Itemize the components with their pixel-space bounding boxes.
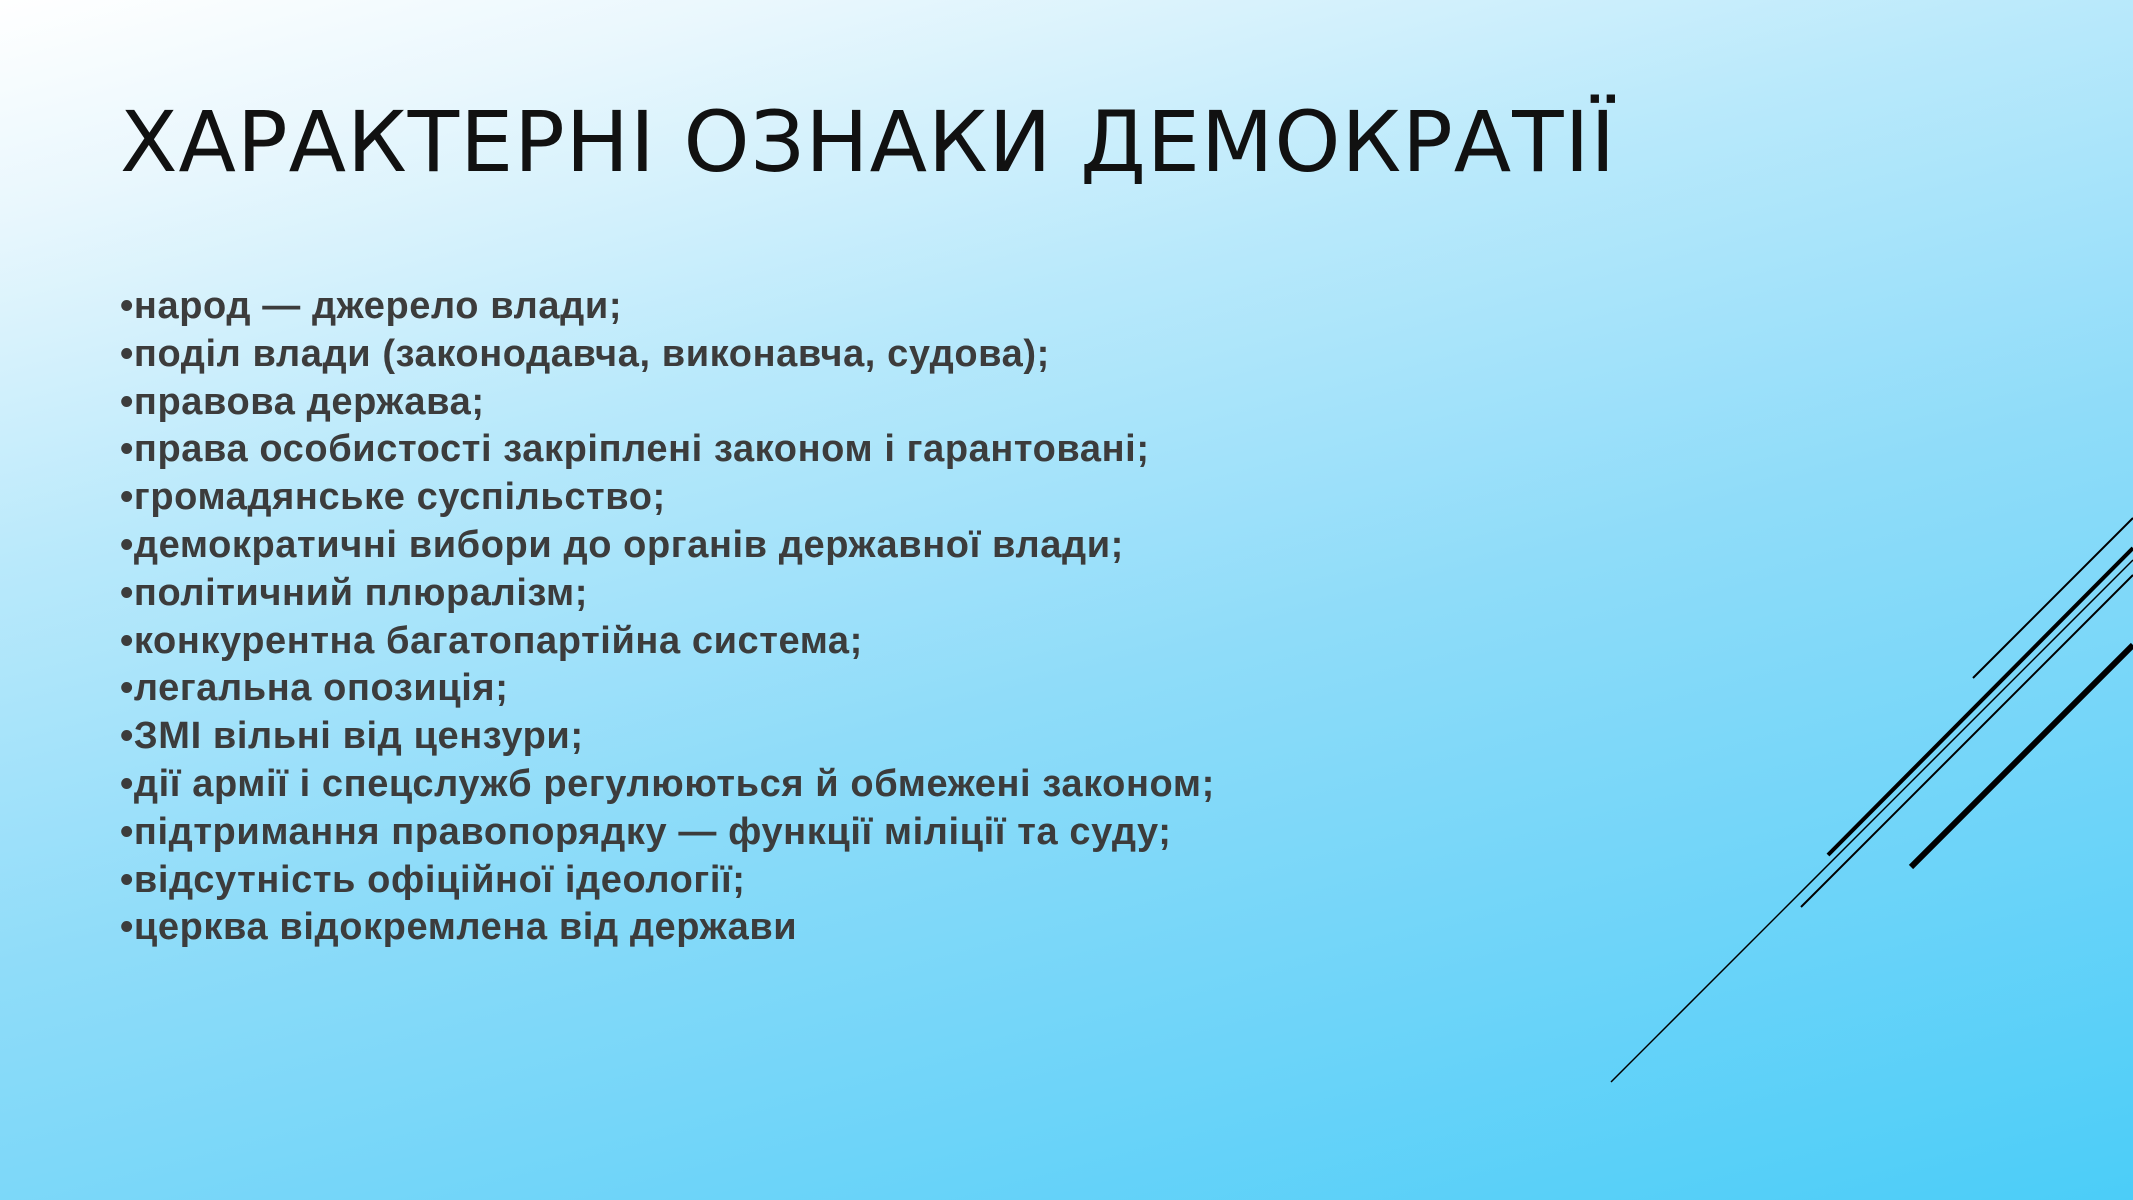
decorative-line bbox=[1828, 548, 2133, 855]
bullet-dot: • bbox=[120, 858, 134, 901]
bullet-item bbox=[120, 713, 1215, 761]
bullet-text: громадянське суспільство; bbox=[133, 476, 666, 519]
bullet-dot: • bbox=[120, 619, 134, 662]
bullet-text: поділ влади (законодавча, виконавча, судова); bbox=[133, 332, 1050, 375]
bullet-item bbox=[120, 857, 1215, 905]
bullet-dot: • bbox=[120, 762, 134, 805]
bullet-text: церква відокремлена від держави bbox=[133, 906, 798, 949]
bullet-text: права особистості закріплені законом і гарантовані; bbox=[133, 428, 1150, 471]
bullet-item bbox=[120, 522, 1215, 570]
bullet-dot: • bbox=[120, 715, 134, 758]
bullet-dot: • bbox=[120, 285, 134, 327]
bullet-item bbox=[120, 904, 1215, 952]
bullet-text: ЗМІ вільні від цензури; bbox=[133, 715, 584, 758]
bullet-dot: • bbox=[120, 476, 134, 519]
bullet-dot: • bbox=[120, 332, 134, 375]
bullet-item bbox=[120, 761, 1215, 809]
bullet-item bbox=[120, 426, 1215, 474]
bullet-dot: • bbox=[120, 906, 134, 949]
bullet-item bbox=[120, 474, 1215, 522]
bullet-text: легальна опозиція; bbox=[133, 667, 509, 710]
bullet-item bbox=[120, 618, 1215, 666]
bullet-item bbox=[120, 331, 1215, 379]
bullet-text: конкурентна багатопартійна система; bbox=[133, 619, 863, 662]
bullet-item bbox=[120, 379, 1215, 427]
bullet-dot: • bbox=[120, 380, 134, 423]
bullet-text: правова держава; bbox=[133, 380, 485, 423]
bullet-text: народ — джерело влади; bbox=[133, 285, 623, 327]
bullet-text: підтримання правопорядку — функції міліції та суду; bbox=[133, 810, 1172, 853]
bullet-list bbox=[120, 283, 1215, 952]
bullet-text: дії армії і спецслужб регулюються й обмежені законом; bbox=[133, 762, 1215, 805]
decorative-line bbox=[1611, 560, 2133, 1082]
bullet-text: політичний плюралізм; bbox=[133, 571, 588, 614]
bullet-dot: • bbox=[120, 428, 134, 471]
decorative-line bbox=[1973, 518, 2133, 678]
bullet-dot: • bbox=[120, 523, 134, 566]
bullet-dot: • bbox=[120, 571, 134, 614]
bullet-text: відсутність офіційної ідеології; bbox=[133, 858, 746, 901]
decorative-line bbox=[1911, 645, 2133, 867]
bullet-item bbox=[120, 665, 1215, 713]
decorative-line bbox=[1801, 575, 2133, 907]
bullet-item bbox=[120, 570, 1215, 618]
bullet-text: демократичні вибори до органів державної влади; bbox=[133, 523, 1124, 566]
slide-title: ХАРАКТЕРНІ ОЗНАКИ ДЕМОКРАТІЇ bbox=[120, 93, 1617, 191]
bullet-item bbox=[120, 283, 1215, 331]
bullet-item bbox=[120, 809, 1215, 857]
bullet-dot: • bbox=[120, 667, 134, 710]
bullet-dot: • bbox=[120, 810, 134, 853]
